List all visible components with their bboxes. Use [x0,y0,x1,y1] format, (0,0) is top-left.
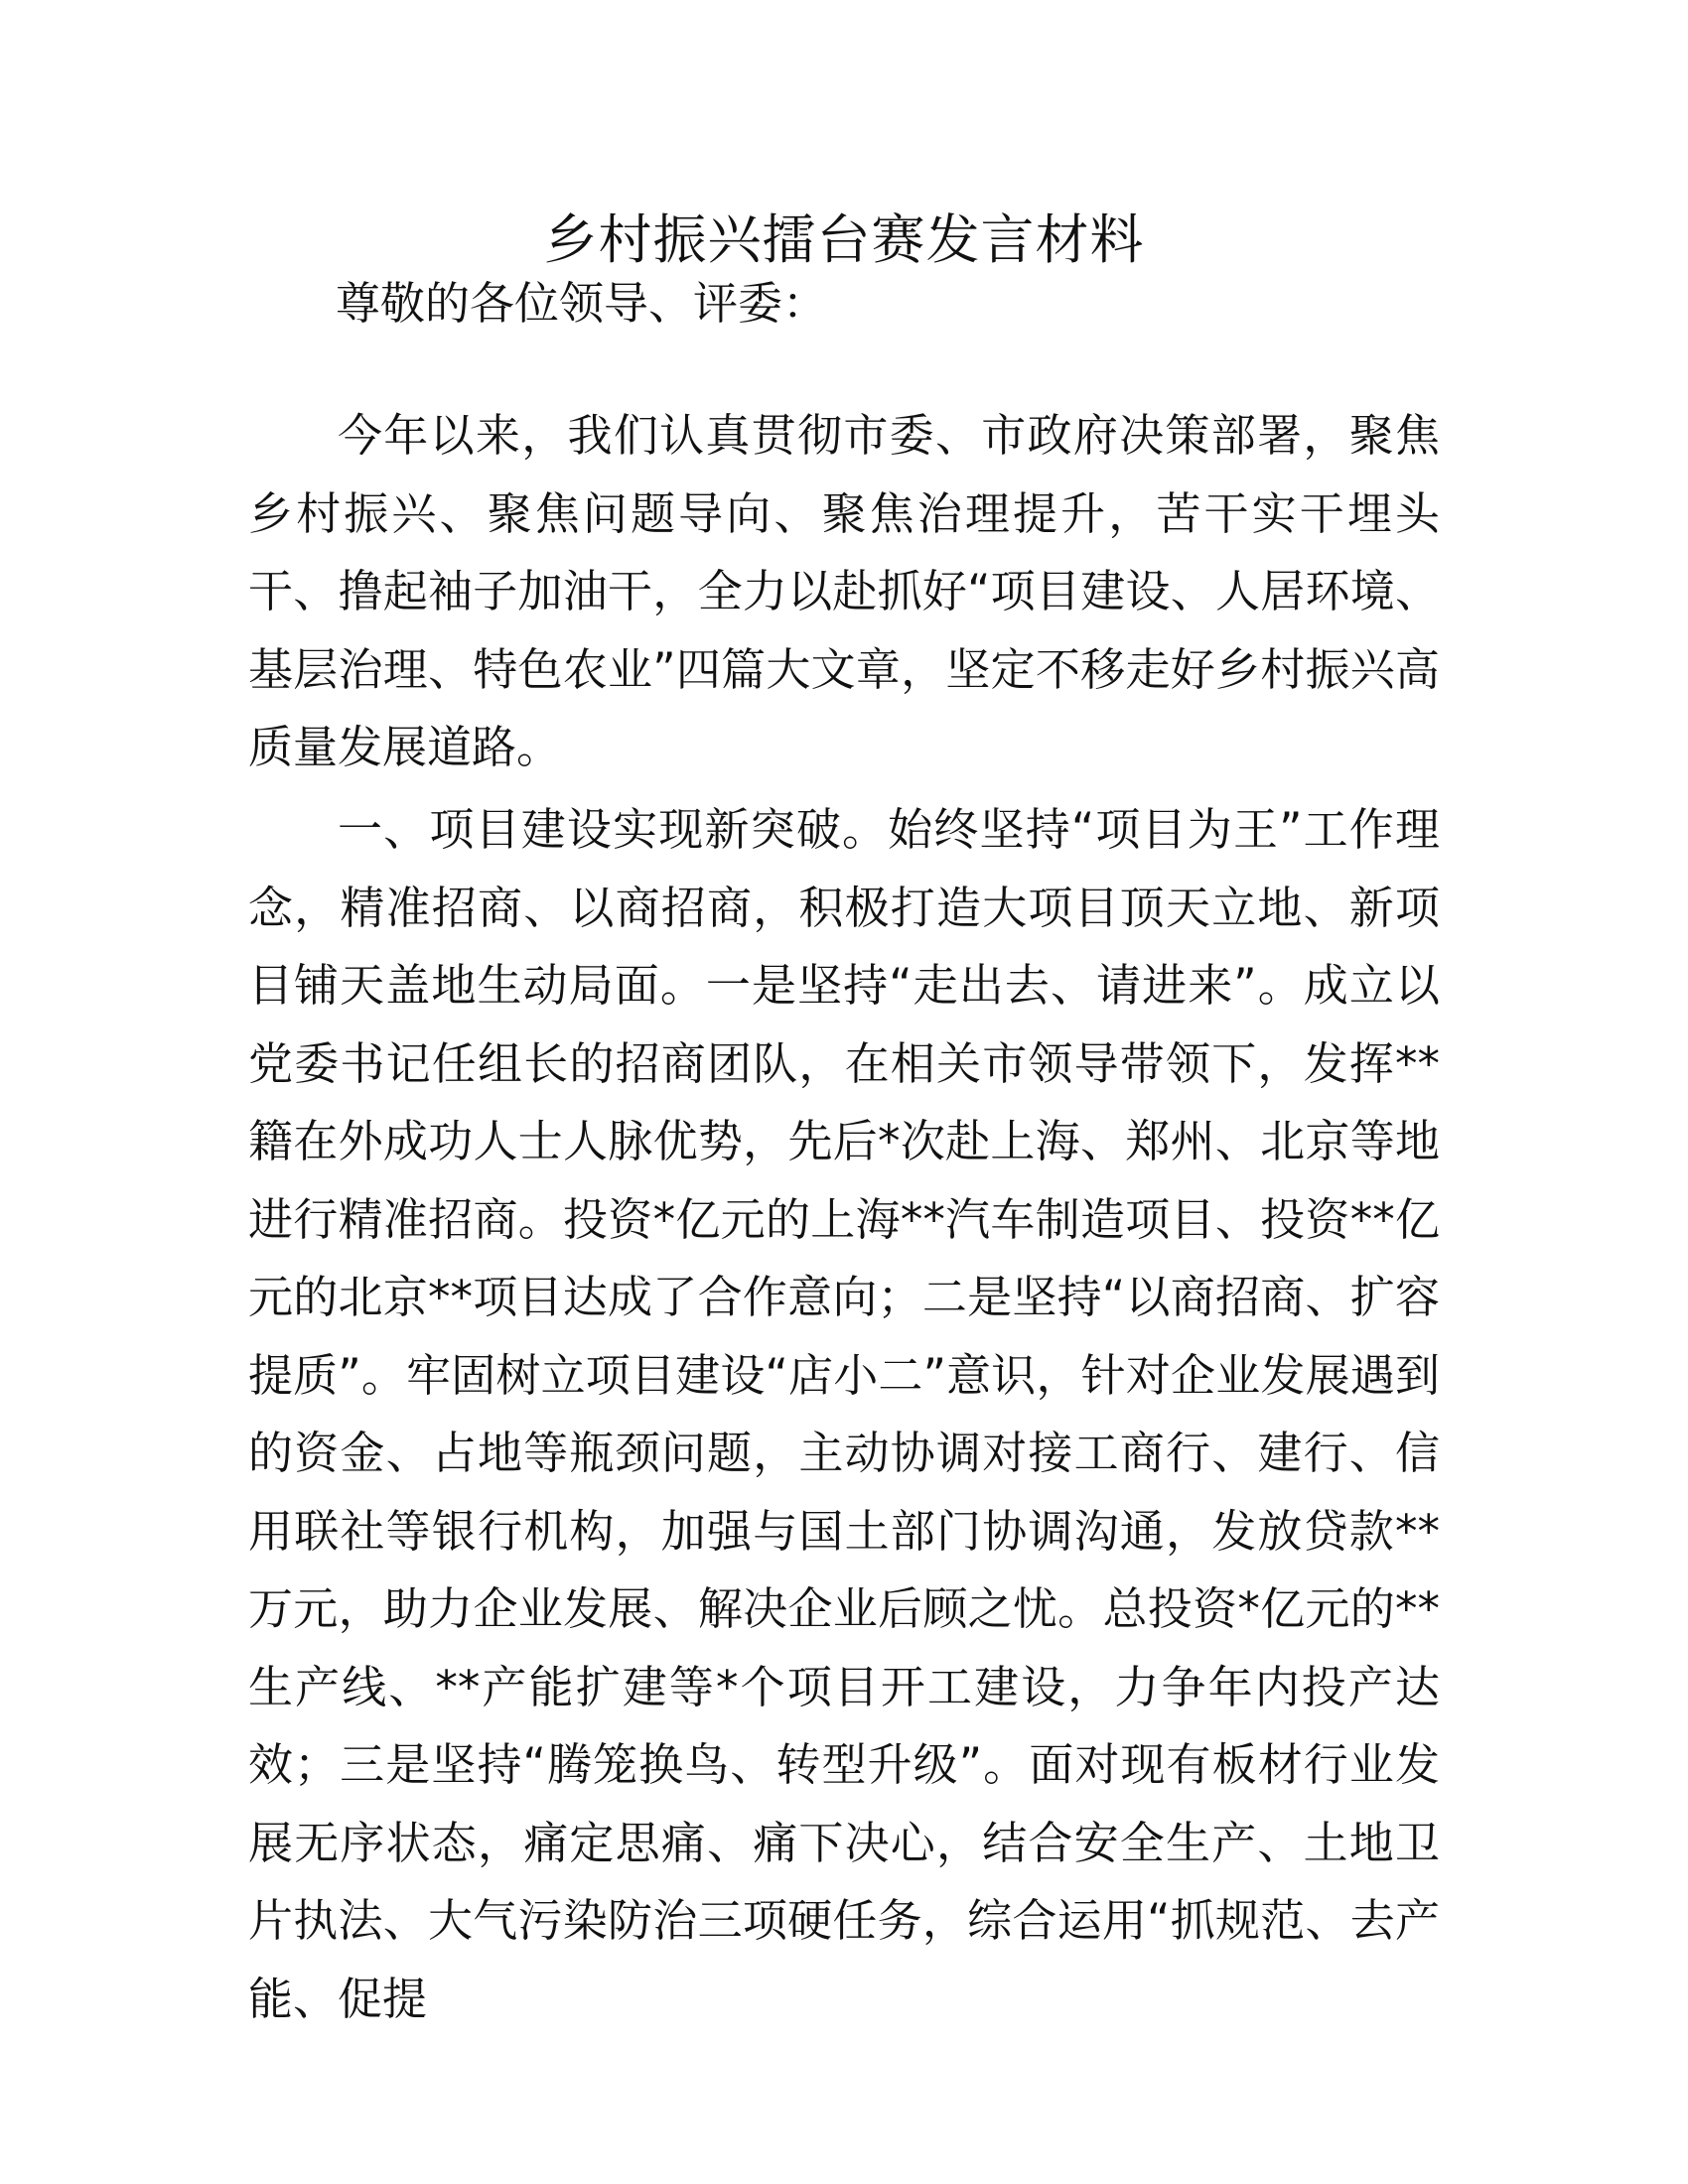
paragraph-intro: 今年以来，我们认真贯彻市委、市政府决策部署，聚焦乡村振兴、聚焦问题导向、聚焦治理提升，苦干实干埋头干、撸起袖子加油干，全力以赴抓好“项目建设、人居环境、基层治理、特色农业”四篇大文章，坚定不移走好乡村振兴高质量发展道路。 [248,409,1440,773]
paragraph-project-construction: 一、项目建设实现新突破。始终坚持“项目为王”工作理念，精准招商、以商招商，积极打造大项目顶天立地、新项目铺天盖地生动局面。一是坚持“走出去、请进来”。成立以党委书记任组长的招商团队，在相关市领导带领下，发挥**籍在外成功人士人脉优势，先后*次赴上海、郑州、北京等地进行精准招商。投资*亿元的上海**汽车制造项目、投资**亿元的北京**项目达成了合作意向；二是坚持“以商招商、扩容提质”。牢固树立项目建设“店小二”意识，针对企业发展遇到的资金、占地等瓶颈问题，主动协调对接工商行、建行、信用联社等银行机构，加强与国土部门协调沟通，发放贷款**万元，助力企业发展、解决企业后顾之忧。总投资*亿元的**生产线、**产能扩建等*个项目开工建设，力争年内投产达效；三是坚持“腾笼换鸟、转型升级”。面对现有板材行业发展无序状态，痛定思痛、痛下决心，结合安全生产、土地卫片执法、大气污染防治三项硬任务，综合运用“抓规范、去产能、促提 [248,803,1440,2025]
document-title: 乡村振兴擂台赛发言材料 [543,208,1145,271]
salutation: 尊敬的各位领导、评委： [336,277,828,330]
